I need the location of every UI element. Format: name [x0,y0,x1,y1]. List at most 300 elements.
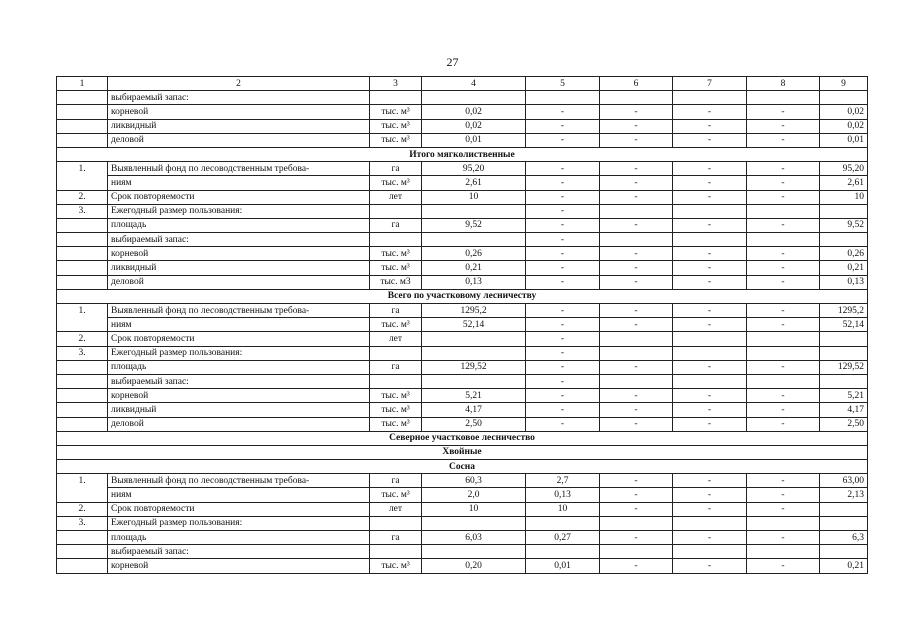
value-cell: 10 [526,502,600,516]
value-cell [422,204,526,218]
indicator-cell: Выявленный фонд по лесоводственным требова- [108,304,370,318]
value-cell: - [747,162,820,176]
value-cell [747,374,820,388]
table-row [57,304,868,318]
value-cell: - [600,275,673,289]
value-cell: 1295,2 [422,304,526,318]
table-row [57,346,868,360]
table-row [57,105,868,119]
value-cell [673,346,747,360]
table-row [57,332,868,346]
value-cell: - [673,275,747,289]
unit-cell [370,374,422,388]
value-cell: 6,03 [422,531,526,545]
row-number-cell [57,389,108,403]
header-cell: 9 [820,77,868,91]
value-cell: - [526,332,600,346]
value-cell: 52,14 [820,318,868,332]
value-cell: 5,21 [422,389,526,403]
table-row [57,403,868,417]
header-cell: 8 [747,77,820,91]
row-number-cell [57,318,108,332]
header-cell: 6 [600,77,673,91]
value-cell: 9,52 [422,218,526,232]
value-cell: 0,13 [820,275,868,289]
section-header-row [57,460,868,474]
value-cell: - [600,474,673,488]
value-cell [600,374,673,388]
value-cell: - [526,105,600,119]
unit-cell: тыс. м³ [370,318,422,332]
value-cell: 0,02 [422,119,526,133]
indicator-cell: корневой [108,559,370,573]
unit-cell: га [370,474,422,488]
value-cell [422,91,526,105]
value-cell [673,204,747,218]
row-number-cell [57,91,108,105]
value-cell: - [526,261,600,275]
row-number-cell: 1. [57,162,108,176]
section-title: Хвойные [57,445,868,459]
value-cell: - [673,261,747,275]
table-row [57,247,868,261]
value-cell: - [526,304,600,318]
value-cell: - [673,162,747,176]
value-cell: 0,01 [820,133,868,147]
header-cell: 3 [370,77,422,91]
row-number-cell [57,374,108,388]
value-cell: - [673,360,747,374]
unit-cell: тыс. м³ [370,133,422,147]
section-title: Сосна [57,460,868,474]
table-row [57,488,868,502]
indicator-cell: ниям [108,488,370,502]
unit-cell: тыс. м³ [370,403,422,417]
value-cell: 0,01 [422,133,526,147]
value-cell: 0,21 [820,261,868,275]
value-cell: - [673,119,747,133]
value-cell [820,91,868,105]
value-cell: - [747,275,820,289]
value-cell [422,516,526,530]
indicator-cell: Ежегодный размер пользования: [108,346,370,360]
value-cell: - [526,204,600,218]
indicator-cell: Ежегодный размер пользования: [108,516,370,530]
value-cell [526,516,600,530]
indicator-cell: деловой [108,417,370,431]
value-cell: 2,7 [526,474,600,488]
value-cell [422,346,526,360]
row-number-cell [57,119,108,133]
table-row [57,119,868,133]
value-cell: 0,26 [820,247,868,261]
value-cell [422,545,526,559]
value-cell: - [526,218,600,232]
table-row [57,502,868,516]
value-cell: - [526,346,600,360]
indicator-cell: выбираемый запас: [108,91,370,105]
value-cell [820,332,868,346]
row-number-cell: 3. [57,516,108,530]
table-header-row [57,77,868,91]
unit-cell [370,233,422,247]
unit-cell: лет [370,332,422,346]
row-number-cell [57,233,108,247]
value-cell: 0,27 [526,531,600,545]
row-number-cell [57,261,108,275]
row-number-cell: 2. [57,190,108,204]
header-cell: 5 [526,77,600,91]
table-row [57,531,868,545]
table-row [57,91,868,105]
value-cell: - [747,304,820,318]
value-cell: - [600,559,673,573]
value-cell: - [600,502,673,516]
value-cell: - [673,403,747,417]
indicator-cell: ликвидный [108,403,370,417]
forest-use-table [56,76,868,574]
unit-cell: тыс. м³ [370,559,422,573]
value-cell: - [673,488,747,502]
value-cell: 2,61 [820,176,868,190]
unit-cell: лет [370,190,422,204]
value-cell: - [526,275,600,289]
row-number-cell [57,176,108,190]
unit-cell: лет [370,502,422,516]
value-cell: - [526,190,600,204]
unit-cell: тыс. м³ [370,105,422,119]
table-row [57,133,868,147]
table-row [57,559,868,573]
value-cell: - [526,318,600,332]
indicator-cell: ликвидный [108,119,370,133]
value-cell [422,374,526,388]
row-number-cell [57,403,108,417]
row-number-cell: 2. [57,502,108,516]
unit-cell [370,545,422,559]
value-cell: - [600,105,673,119]
unit-cell: га [370,162,422,176]
value-cell [747,332,820,346]
value-cell: 0,02 [820,105,868,119]
value-cell: - [526,247,600,261]
value-cell: 63,00 [820,474,868,488]
value-cell: 0,20 [422,559,526,573]
value-cell: - [673,559,747,573]
value-cell [600,346,673,360]
header-cell: 1 [57,77,108,91]
value-cell [747,91,820,105]
indicator-cell: выбираемый запас: [108,374,370,388]
value-cell [820,502,868,516]
value-cell: - [600,360,673,374]
unit-cell: тыс. м3 [370,275,422,289]
value-cell: - [526,162,600,176]
unit-cell [370,346,422,360]
row-number-cell [57,417,108,431]
indicator-cell: корневой [108,105,370,119]
value-cell: - [747,105,820,119]
table-row [57,417,868,431]
value-cell: - [747,559,820,573]
unit-cell: га [370,360,422,374]
value-cell [600,91,673,105]
value-cell: - [747,190,820,204]
value-cell [747,233,820,247]
table-row [57,474,868,488]
value-cell: - [600,218,673,232]
unit-cell: га [370,304,422,318]
value-cell: - [747,261,820,275]
value-cell: 2,0 [422,488,526,502]
unit-cell: га [370,531,422,545]
unit-cell: тыс. м³ [370,389,422,403]
value-cell [747,204,820,218]
unit-cell: тыс. м³ [370,119,422,133]
value-cell: - [600,261,673,275]
value-cell: 2,61 [422,176,526,190]
row-number-cell [57,247,108,261]
value-cell: - [673,502,747,516]
indicator-cell: корневой [108,389,370,403]
value-cell: - [747,502,820,516]
row-number-cell: 1. [57,474,108,488]
value-cell [600,516,673,530]
indicator-cell: Выявленный фонд по лесоводственным требова- [108,162,370,176]
section-header-row [57,289,868,303]
table-row [57,190,868,204]
value-cell: 1295,2 [820,304,868,318]
value-cell: 95,20 [820,162,868,176]
indicator-cell: корневой [108,247,370,261]
row-number-cell [57,559,108,573]
unit-cell [370,204,422,218]
value-cell: - [747,119,820,133]
value-cell: 0,13 [526,488,600,502]
value-cell [820,545,868,559]
unit-cell: тыс. м³ [370,176,422,190]
value-cell: - [673,176,747,190]
value-cell [820,516,868,530]
value-cell: - [600,162,673,176]
section-header-row [57,431,868,445]
unit-cell [370,91,422,105]
value-cell: 4,17 [820,403,868,417]
value-cell [820,233,868,247]
value-cell: 2,50 [820,417,868,431]
value-cell: 0,21 [820,559,868,573]
value-cell: 2,13 [820,488,868,502]
value-cell: 2,50 [422,417,526,431]
unit-cell: тыс. м³ [370,417,422,431]
indicator-cell: Выявленный фонд по лесоводственным требова- [108,474,370,488]
value-cell: - [673,531,747,545]
value-cell [600,233,673,247]
value-cell [747,346,820,360]
indicator-cell: деловой [108,275,370,289]
value-cell: - [747,389,820,403]
value-cell: 129,52 [820,360,868,374]
value-cell: 52,14 [422,318,526,332]
value-cell: 4,17 [422,403,526,417]
value-cell [422,233,526,247]
row-number-cell [57,218,108,232]
value-cell: - [747,176,820,190]
value-cell [673,233,747,247]
value-cell: - [526,133,600,147]
table-row [57,162,868,176]
value-cell [422,332,526,346]
value-cell: - [673,247,747,261]
value-cell [673,545,747,559]
value-cell: - [526,360,600,374]
value-cell: - [600,318,673,332]
row-number-cell [57,531,108,545]
value-cell [600,332,673,346]
value-cell: - [673,304,747,318]
value-cell: - [747,318,820,332]
value-cell: - [673,190,747,204]
indicator-cell: ниям [108,176,370,190]
value-cell [600,204,673,218]
value-cell: 0,13 [422,275,526,289]
row-number-cell: 3. [57,346,108,360]
row-number-cell [57,105,108,119]
row-number-cell: 2. [57,332,108,346]
value-cell: - [600,176,673,190]
value-cell: - [673,318,747,332]
value-cell: - [600,190,673,204]
value-cell: 10 [422,190,526,204]
value-cell: - [526,233,600,247]
value-cell: - [673,218,747,232]
value-cell: - [600,403,673,417]
table-row [57,176,868,190]
value-cell: - [600,417,673,431]
value-cell [526,545,600,559]
page-number: 27 [446,55,459,69]
value-cell: - [673,105,747,119]
row-number-cell: 1. [57,304,108,318]
indicator-cell: выбираемый запас: [108,545,370,559]
value-cell: - [747,531,820,545]
row-number-cell [57,360,108,374]
value-cell: - [747,218,820,232]
indicator-cell: площадь [108,360,370,374]
unit-cell: га [370,218,422,232]
section-title: Северное участковое лесничество [57,431,868,445]
row-number-cell [57,545,108,559]
value-cell: - [526,389,600,403]
value-cell: - [747,488,820,502]
value-cell: - [526,403,600,417]
row-number-cell [57,133,108,147]
row-number-cell [57,275,108,289]
value-cell [673,374,747,388]
header-cell: 4 [422,77,526,91]
value-cell [673,332,747,346]
value-cell: - [673,389,747,403]
value-cell: 0,21 [422,261,526,275]
indicator-cell: деловой [108,133,370,147]
value-cell: - [747,417,820,431]
value-cell [673,516,747,530]
value-cell: - [747,403,820,417]
value-cell: - [673,133,747,147]
value-cell: - [600,119,673,133]
value-cell: - [600,304,673,318]
value-cell: 60,3 [422,474,526,488]
value-cell: 0,02 [422,105,526,119]
table-row [57,275,868,289]
value-cell [673,91,747,105]
indicator-cell: выбираемый запас: [108,233,370,247]
value-cell: - [673,417,747,431]
value-cell: 6,3 [820,531,868,545]
value-cell: 5,21 [820,389,868,403]
value-cell: - [600,247,673,261]
row-number-cell [57,488,108,502]
unit-cell: тыс. м³ [370,488,422,502]
indicator-cell: Ежегодный размер пользования: [108,204,370,218]
value-cell: - [747,360,820,374]
value-cell [747,516,820,530]
indicator-cell: Срок повторяемости [108,190,370,204]
section-header-row [57,147,868,161]
value-cell: - [600,488,673,502]
value-cell: 0,26 [422,247,526,261]
row-number-cell: 3. [57,204,108,218]
unit-cell [370,516,422,530]
value-cell: 0,02 [820,119,868,133]
table-body [57,91,868,573]
section-title: Всего по участковому лесничеству [57,289,868,303]
value-cell [820,204,868,218]
value-cell: 10 [820,190,868,204]
table-row [57,233,868,247]
unit-cell: тыс. м³ [370,247,422,261]
table-row [57,261,868,275]
value-cell: - [526,119,600,133]
table-row [57,374,868,388]
indicator-cell: площадь [108,218,370,232]
value-cell: - [673,474,747,488]
unit-cell: тыс. м³ [370,261,422,275]
value-cell: - [747,474,820,488]
value-cell [747,545,820,559]
header-cell: 7 [673,77,747,91]
indicator-cell: ликвидный [108,261,370,275]
value-cell: 0,01 [526,559,600,573]
value-cell [820,346,868,360]
value-cell: - [526,417,600,431]
value-cell: - [747,247,820,261]
value-cell [526,91,600,105]
value-cell: 10 [422,502,526,516]
value-cell: 95,20 [422,162,526,176]
value-cell: 9,52 [820,218,868,232]
table-row [57,360,868,374]
value-cell: - [526,374,600,388]
table-row [57,545,868,559]
table-row [57,516,868,530]
section-title: Итого мягколиственные [57,147,868,161]
indicator-cell: площадь [108,531,370,545]
indicator-cell: Срок повторяемости [108,502,370,516]
table-row [57,389,868,403]
value-cell: 129,52 [422,360,526,374]
value-cell [820,374,868,388]
